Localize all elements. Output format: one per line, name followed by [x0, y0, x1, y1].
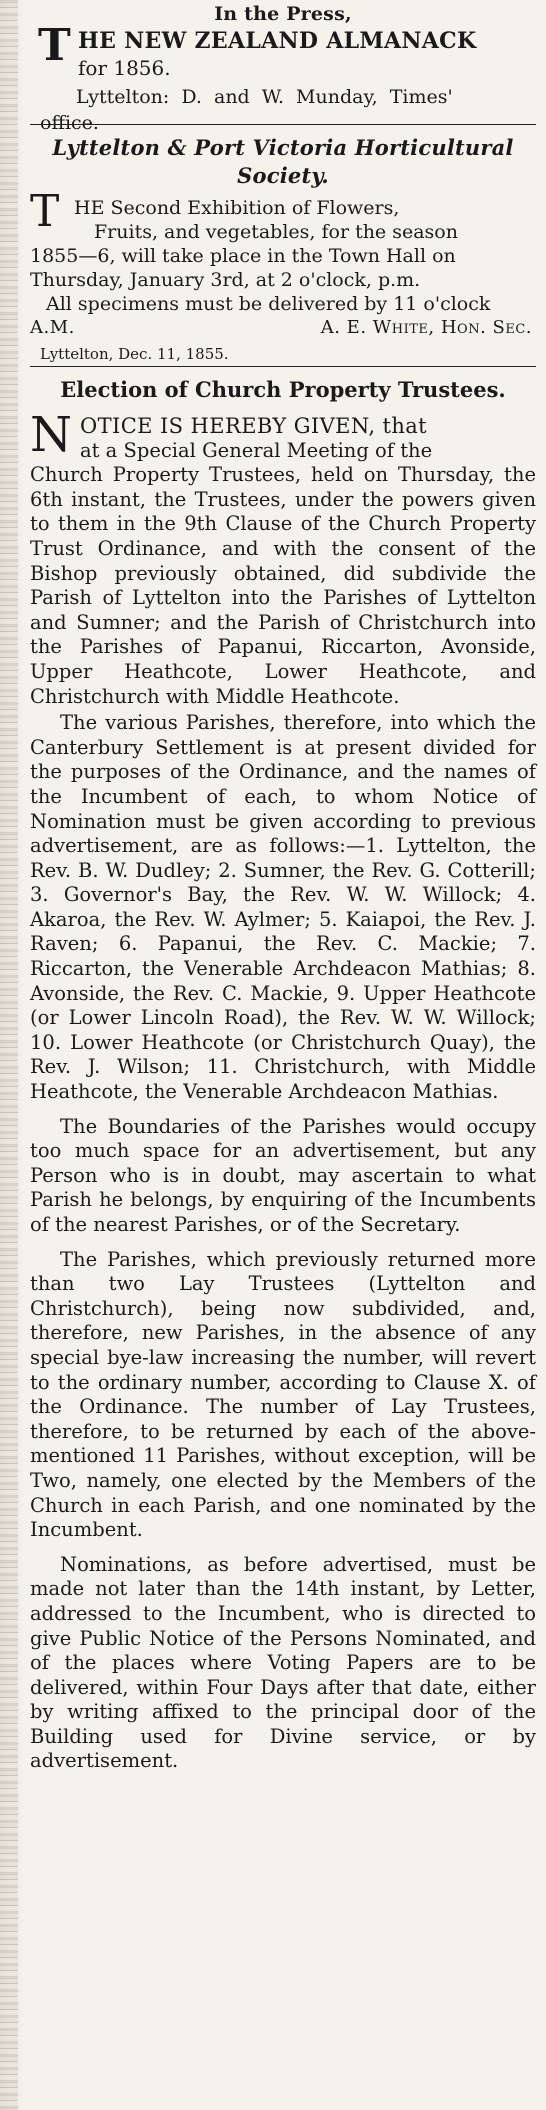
signoff-time: A.M. [30, 317, 75, 338]
body-line: All specimens must be delivered by 11 o'clock [46, 293, 491, 315]
body-line: Thursday, January 3rd, at 2 o'clock, p.m. [30, 269, 421, 291]
paragraph: The Parishes, which previously returned more than two Lay Trustees (Lyttelton and Christchurch), being now subdivided, and, therefore, new Parishes, in the absence of any special bye-law increasing the number, will revert to the ordinary number, according to Clause X. of the Ordinance. The number of Lay Trustees, therefore, to be returned by each of the above-mentioned 11 Parishes, without exception, will be Two, namely, one elected by the Members of the Church in each Parish, and one nominated by the Incumbent. [30, 1247, 536, 1542]
almanack-advertisement [30, 2, 536, 134]
horticultural-heading [30, 134, 536, 190]
publisher-tail: office. [40, 112, 99, 134]
heading-line: Society. [237, 163, 329, 188]
notice-first-line: OTICE IS HEREBY GIVEN, that [80, 414, 428, 438]
publisher-line: Lyttelton: D. and W. Munday, Times' [76, 86, 453, 108]
body-line: 1855—6, will take place in the Town Hall on [30, 245, 456, 267]
drop-cap: T [30, 186, 60, 237]
drop-cap: N [30, 407, 72, 463]
in-press-heading: In the Press, [214, 3, 352, 25]
almanack-block [30, 20, 536, 134]
election-heading: Election of Church Property Trustees. [60, 377, 506, 402]
paragraph: Church Property Trustees, held on Thursday, the 6th instant, the Trustees, under the powers given to them in the 9th Clause of the Church Property Trust Ordinance, and with the consent of the Bishop previously obtained, did subdivide the Parish of Lyttelton into the Parishes of Lyttelton and Sumner; and the Parish of Christchurch into the Parishes of Papanui, Riccarton, Avonside, Upper Heathcote, Lower Heathcote, and Christchurch with Middle Heathcote. [30, 463, 536, 708]
heading-line: Lyttelton & Port Victoria Horticultural [52, 135, 514, 160]
notice-opening [30, 407, 536, 463]
divider-rule [30, 366, 536, 367]
body-line: HE Second Exhibition of Flowers, [74, 197, 400, 219]
paragraph: The Boundaries of the Parishes would occupy too much space for an advertisement, but any Person who is in doubt, may ascertain to what Parish he belongs, by enquiring of the Incumbents of the nearest Parishes, or of the Secretary. [30, 1114, 536, 1236]
almanack-subtitle: for 1856. [78, 56, 171, 80]
horticultural-body [30, 186, 536, 366]
body-line: Fruits, and vegetables, for the season [94, 221, 458, 243]
divider-rule [30, 124, 536, 125]
paragraph: The various Parishes, therefore, into which the Canterbury Settlement is at present divided for the purposes of the Ordinance, and the names of the Incumbent of each, to whom Notice of Nomination must be given according to previous advertisement, are as follows:—1. Lyttelton, the Rev. B. W. Dudley; 2. Sumner, the Rev. G. Cotterill; 3. Governor's Bay, the Rev. W. W. Willock; 4. Akaroa, the Rev. W. Aylmer; 5. Kaiapoi, the Rev. J. Raven; 6. Papanui, the Rev. C. Mackie; 7. Riccarton, the Venerable Archdeacon Mathias; 8. Avonside, the Rev. C. Mackie, 9. Upper Heathcote (or Lower Lincoln Road), the Rev. W. W. Willock; 10. Lower Heathcote (or Christchurch Quay), the Rev. J. Wilson; 11. Christchurch, with Middle Heathcote, the Venerable Archdeacon Mathias. [30, 711, 536, 1104]
page-gutter-binding [0, 0, 18, 2110]
notice-second-line: at a Special General Meeting of the [80, 438, 433, 462]
drop-cap: T [38, 20, 71, 71]
paragraph: Nominations, as before advertised, must be made not later than the 14th instant, by Letter, addressed to the Incumbent, who is directed to give Public Notice of the Persons Nominated, and of the places where Voting Papers are to be delivered, within Four Days after that date, either by writing affixed to the principal door of the Building used for Divine service, or by advertisement. [30, 1552, 536, 1773]
horticultural-advertisement [30, 134, 536, 366]
dateline: Lyttelton, Dec. 11, 1855. [40, 345, 229, 363]
election-advertisement [30, 376, 536, 1774]
signoff-line [30, 316, 536, 340]
signoff-secretary: A. E. White, Hon. Sec. [320, 317, 532, 338]
almanack-title: HE NEW ZEALAND ALMANACK [78, 28, 477, 54]
